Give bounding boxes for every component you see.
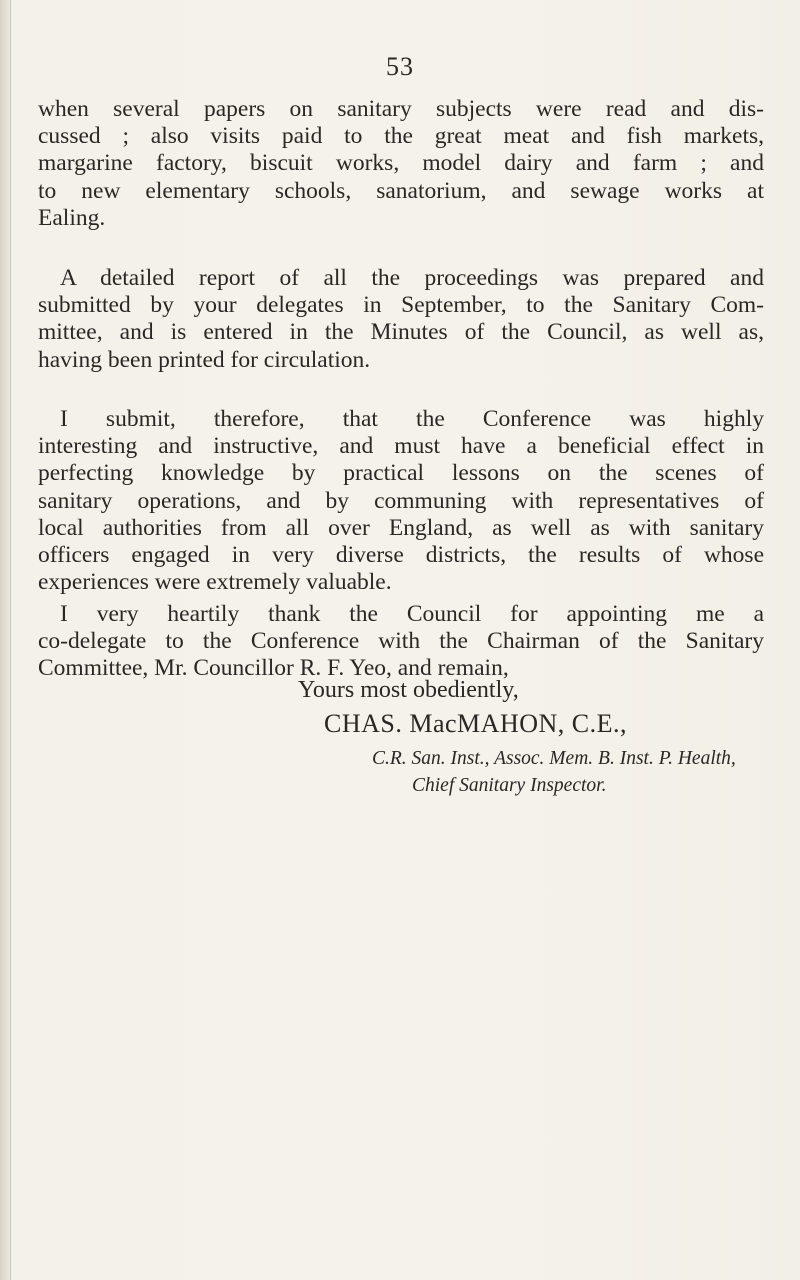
signatory-credentials: C.R. San. Inst., Assoc. Mem. B. Inst. P. Health, (372, 748, 736, 769)
text-line: perfecting knowledge by practical lessons on the scenes of (38, 460, 764, 487)
paragraph-visits (38, 96, 764, 232)
text-line: margarine factory, biscuit works, model dairy and farm ; and (38, 150, 764, 177)
text-line: officers engaged in very diverse districts, the results of whose (38, 542, 764, 569)
valediction: Yours most obediently, (298, 677, 519, 703)
signatory-title: Chief Sanitary Inspector. (412, 775, 607, 796)
text-line: local authorities from all over England, as well as with sanitary (38, 514, 764, 541)
page-number: 53 (386, 52, 414, 81)
text-line: interesting and instructive, and must have a beneficial effect in (38, 433, 764, 460)
text-line: sanitary operations, and by communing with representatives of (38, 487, 764, 514)
text-line: Committee, Mr. Councillor R. F. Yeo, and remain, (38, 655, 509, 682)
text-line: submitted by your delegates in September, to the Sanitary Com- (38, 292, 764, 319)
signatory-name: CHAS. MacMAHON, C.E., (324, 709, 627, 738)
paragraph-conference (38, 406, 764, 596)
paragraph-thanks (38, 601, 764, 683)
text-line: I submit, therefore, that the Conference was highly (60, 406, 764, 432)
text-line: cussed ; also visits paid to the great meat and fish markets, (38, 123, 764, 150)
text-line: co-delegate to the Conference with the Chairman of the Sanitary (38, 628, 764, 655)
text-line: experiences were extremely valuable. (38, 569, 392, 596)
text-line: to new elementary schools, sanatorium, and sewage works at (38, 177, 764, 204)
text-line: A detailed report of all the proceedings was prepared and (60, 265, 764, 291)
text-line: when several papers on sanitary subjects were read and dis- (38, 96, 764, 122)
text-line: I very heartily thank the Council for appointing me a (60, 601, 764, 627)
text-line: having been printed for circulation. (38, 346, 371, 373)
text-line: mittee, and is entered in the Minutes of the Council, as well as, (38, 319, 764, 346)
text-line: Ealing. (38, 204, 106, 231)
page-binding-edge (0, 0, 11, 1280)
paragraph-report (38, 265, 764, 374)
